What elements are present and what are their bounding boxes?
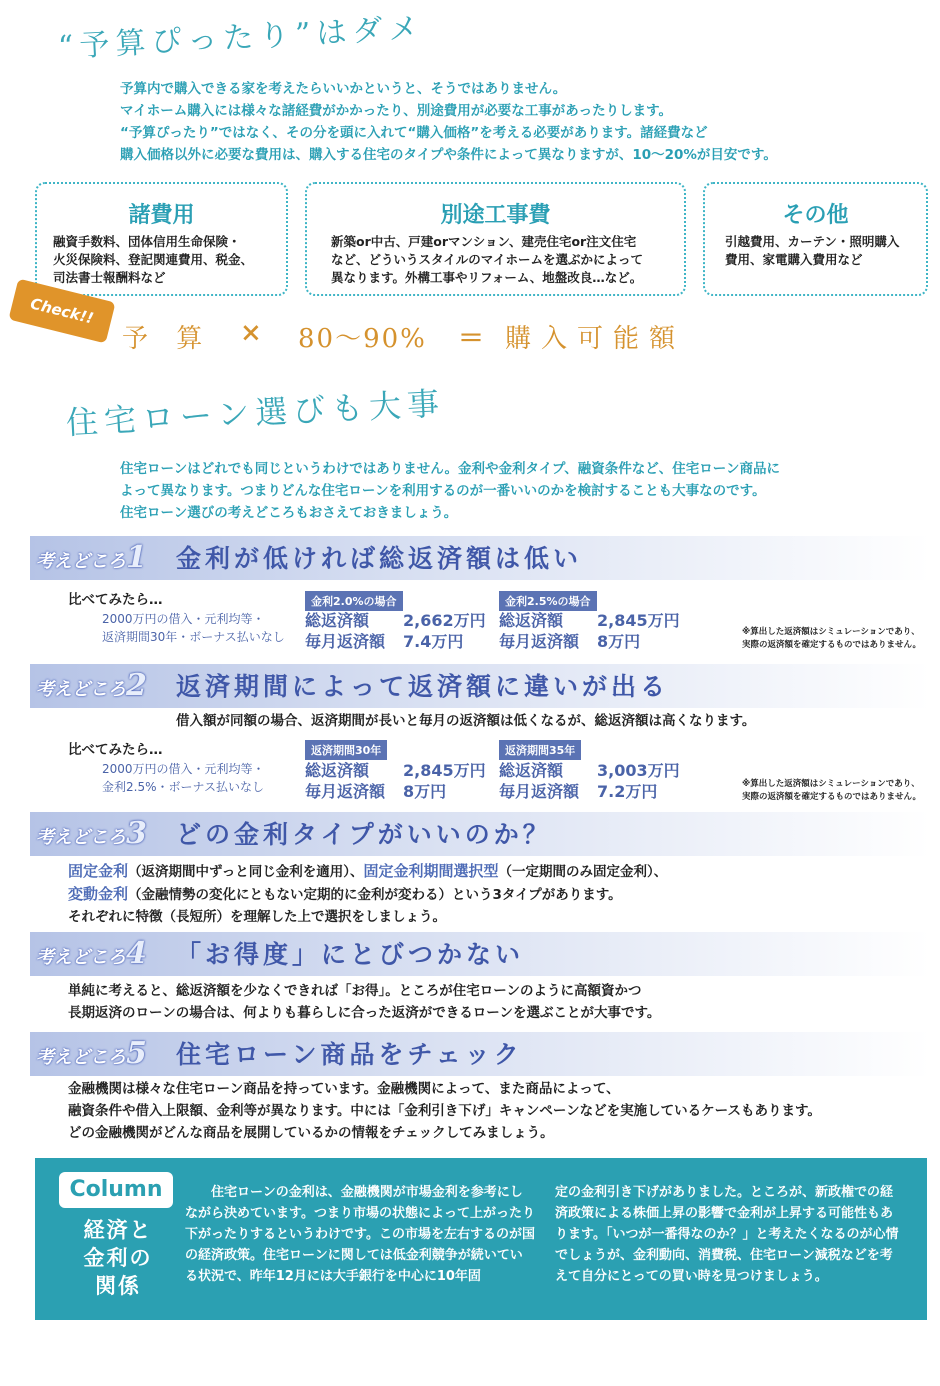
compare-label: 比べてみたら… (68, 592, 163, 608)
point-title: 住宅ローン商品をチェック (176, 1040, 523, 1069)
point-label (36, 936, 147, 971)
paragraph-line: 購入価格以外に必要な費用は、購入する住宅のタイプや条件によって異なりますが、10〜20%が目安です。 (120, 147, 777, 163)
box-line: 融資手数料、団体信用生命保険・ (53, 234, 241, 249)
case-tag: 返済期間30年 (305, 740, 387, 760)
total-value: 2,845万円 (403, 761, 486, 780)
paragraph-line: “予算ぴったり”ではなく、その分を頭に入れて“購入価格”を考える必要があります。諸経費など (120, 125, 708, 141)
point-band-1 (30, 536, 930, 580)
box-title: その他 (782, 203, 849, 228)
box-title: 諸費用 (128, 203, 195, 228)
point-label-text: 考えどころ (36, 827, 126, 848)
monthly-value: 8万円 (403, 782, 447, 801)
point-title: 金利が低ければ総返済額は低い (176, 544, 583, 573)
point-number: 1 (126, 540, 147, 575)
case-tag: 金利2.5%の場合 (499, 591, 597, 611)
point-label-text: 考えどころ (36, 947, 126, 968)
point5-line: 融資条件や借入上限額、金利等が異なります。中には「金利引き下げ」キャンペーンなどを実施しているケースもあります。 (68, 1103, 821, 1119)
column-title: 経済と金利の関係 (83, 1218, 153, 1298)
point5-line: どの金融機関がどんな商品を展開しているかの情報をチェックしてみましょう。 (68, 1125, 554, 1141)
box-text (331, 233, 660, 287)
point-title: どの金利タイプがいいのか？ (176, 820, 552, 849)
point-band-4 (30, 932, 930, 976)
box-line: など、どういうスタイルのマイホームを選ぶかによって (331, 252, 644, 267)
point-band-5 (30, 1032, 930, 1076)
condition-line: 返済期間30年・ボーナス払いなし (102, 630, 285, 644)
rate-desc: （返済期間中ずっと同じ金利を適用）、 (128, 864, 364, 880)
case-result (305, 610, 486, 652)
point4-text (68, 980, 918, 1024)
rate-type-variable: 変動金利 (68, 885, 129, 903)
section2-paragraph (120, 458, 910, 524)
case-tag: 金利2.0%の場合 (305, 591, 403, 611)
box-line: 異なります。外構工事やリフォーム、地盤改良…など。 (331, 270, 643, 285)
point3-line: それぞれに特徴（長短所）を理解した上で選択をしましょう。 (68, 909, 446, 925)
box-line: 火災保険料、登記関連費用、税金、 (53, 252, 254, 267)
point-number: 4 (126, 936, 147, 971)
note-line: 実際の返済額を確定するものではありません。 (742, 792, 922, 802)
point-band-2 (30, 664, 930, 708)
box-line: 引越費用、カーテン・照明購入 (725, 234, 900, 249)
rate-type-fixed: 固定金利 (68, 862, 129, 880)
total-value: 3,003万円 (597, 761, 680, 780)
compare-condition (102, 610, 285, 646)
box-text (53, 233, 270, 287)
compare-condition (102, 760, 265, 796)
column-tag: Column (59, 1172, 173, 1208)
point-number: 2 (126, 668, 147, 703)
note-line: 実際の返済額を確定するものではありません。 (742, 640, 922, 650)
point4-line: 長期返済のローンの場合は、何よりも暮らしに合った返済ができるローンを選ぶことが大事です。 (68, 1005, 661, 1021)
formula-equals: ＝ (458, 324, 495, 354)
point3-text (68, 860, 918, 928)
point-label (36, 1036, 147, 1071)
rate-desc: （金融情勢の変化にともない定期的に金利が変わる）という3タイプがあります。 (128, 887, 622, 903)
monthly-label: 毎月返済額 (305, 782, 386, 801)
note-line: ※算出した返済額はシミュレーションであり、 (742, 779, 920, 789)
total-label: 総返済額 (499, 761, 564, 780)
total-value: 2,662万円 (403, 611, 486, 630)
point5-text (68, 1078, 928, 1144)
monthly-value: 7.4万円 (403, 632, 464, 651)
point-label (36, 540, 147, 575)
point5-line: 金融機関は様々な住宅ローン商品を持っています。金融機関によって、また商品によって、 (68, 1081, 620, 1097)
compare-label: 比べてみたら… (68, 742, 163, 758)
paragraph-line: よって異なります。つまりどんな住宅ローンを利用するのが一番いいのかを検討することも大事なのです。 (120, 483, 766, 499)
point-number: 3 (126, 816, 147, 851)
rate-type-fixed-period: 固定金利期間選択型 (363, 862, 499, 880)
point-title: 返済期間によって返済額に違いが出る (176, 672, 670, 701)
box-line: 司法書士報酬料など (53, 270, 166, 285)
rate-desc: （一定期間のみ固定金利）、 (498, 864, 668, 880)
cost-box-betto (305, 182, 686, 296)
check-tag: Check!! (8, 279, 115, 344)
point2-text: 借入額が同額の場合、返済期間が長いと毎月の返済額は低くなるが、総返済額は高くなります。 (176, 713, 756, 729)
point3-line (68, 860, 918, 883)
formula-ratio: 80〜90% (298, 324, 427, 354)
box-line: 新築or中古、戸建orマンション、建売住宅or注文住宅 (331, 234, 637, 249)
paragraph-line: 予算内で購入できる家を考えたらいいかというと、そうではありません。 (120, 81, 567, 97)
case-result (499, 760, 680, 802)
condition-line: 2000万円の借入・元利均等・ (102, 612, 265, 626)
column-text-left: 住宅ローンの金利は、金融機関が市場金利を参考にしながら決めています。つまり市場の状態によって上がったり下がったりするというわけです。この市場を左右するのが国の経済政策。住宅ローンに関しては低金利競争が続いている状況で、昨年12月には大手銀行を中心に10年固 (185, 1185, 535, 1284)
condition-line: 2000万円の借入・元利均等・ (102, 762, 265, 776)
point3-line (68, 883, 918, 906)
total-label: 総返済額 (499, 611, 564, 630)
monthly-label: 毎月返済額 (499, 632, 580, 651)
monthly-value: 7.2万円 (597, 782, 658, 801)
paragraph-line: 住宅ローンはどれでも同じというわけではありません。金利や金利タイプ、融資条件など、住宅ローン商品に (120, 461, 781, 477)
total-label: 総返済額 (305, 761, 370, 780)
total-label: 総返済額 (305, 611, 370, 630)
case-result (499, 610, 680, 652)
point-title: 「お得度」にとびつかない (176, 940, 525, 969)
point-label (36, 668, 147, 703)
paragraph-line: 住宅ローン選びの考えどころもおさえておきましょう。 (120, 505, 458, 521)
section1-paragraph (120, 78, 910, 166)
formula-budget: 予 算 (122, 324, 213, 354)
point-number: 5 (126, 1036, 147, 1071)
monthly-label: 毎月返済額 (499, 782, 580, 801)
condition-line: 金利2.5%・ボーナス払いなし (102, 780, 265, 794)
cost-box-shohiyo (35, 182, 288, 296)
point-label (36, 816, 147, 851)
formula-result: 購入可能額 (505, 324, 686, 354)
cost-box-other (703, 182, 928, 296)
paragraph-line: マイホーム購入には様々な諸経費がかかったり、別途費用が必要な工事があったりします。 (120, 103, 673, 119)
case-result (305, 760, 486, 802)
point-label-text: 考えどころ (36, 679, 126, 700)
column-box (35, 1158, 927, 1320)
box-title: 別途工事費 (440, 203, 551, 228)
simulation-note (742, 778, 921, 804)
point4-line: 単純に考えると、総返済額を少なくできれば「お得」。ところが住宅ローンのように高額資かつ (68, 983, 642, 999)
section1-title: “予算ぴったり”はダメ (57, 10, 426, 65)
point-band-3 (30, 812, 930, 856)
point-label-text: 考えどころ (36, 1047, 126, 1068)
box-line: 費用、家電購入費用など (725, 252, 863, 267)
column-text-right: 定の金利引き下げがありました。ところが、新政権での経済政策による株価上昇の影響で金利が上昇する可能性もあります。「いつが一番得なのか？」と考えたくなるのが心情でしょうが、金利動向、消費税、住宅ローン減税などを考えて自分にとっての買い時を見つけましょう。 (555, 1185, 899, 1284)
total-value: 2,845万円 (597, 611, 680, 630)
case-tag: 返済期間35年 (499, 740, 581, 760)
monthly-value: 8万円 (597, 632, 641, 651)
formula-times: × (240, 318, 272, 348)
simulation-note (742, 626, 921, 652)
box-text (725, 233, 906, 269)
note-line: ※算出した返済額はシミュレーションであり、 (742, 627, 920, 637)
monthly-label: 毎月返済額 (305, 632, 386, 651)
point-label-text: 考えどころ (36, 551, 126, 572)
section2-title: 住宅ローン選びも大事 (65, 384, 446, 442)
